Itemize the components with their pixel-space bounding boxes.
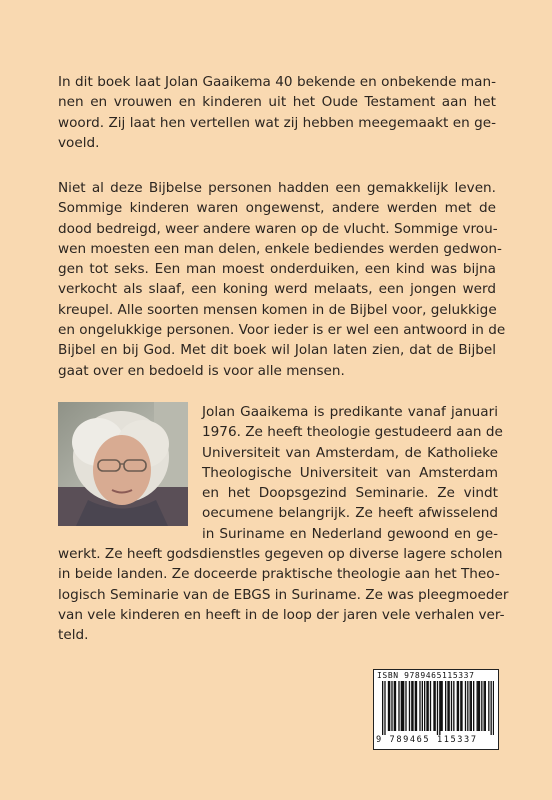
barcode-bar <box>426 681 427 731</box>
barcode-bar <box>465 681 466 731</box>
text-line: Jolan Gaaikema is predikante vanaf januari <box>202 404 498 420</box>
barcode-bar <box>394 681 395 731</box>
text-line: Sommige kinderen waren ongewenst, andere werden met de <box>58 200 496 217</box>
barcode-bar <box>433 681 434 731</box>
barcode-bar <box>449 681 450 731</box>
text-line: teld. <box>58 627 89 644</box>
text-line: wen moesten een man delen, enkele bediendes werden gedwon- <box>58 240 502 257</box>
barcode-bar <box>384 681 385 735</box>
text-line: van vele kinderen en heeft in de loop der jaren vele verhalen ver- <box>58 606 505 623</box>
text-line: Niet al deze Bijbelse personen hadden een gemakkelijk leven. <box>58 180 496 196</box>
intro-paragraph <box>58 72 496 153</box>
barcode-bar <box>491 681 492 735</box>
text-line: en ongelukkige personen. Voor ieder is er wel een antwoord in de <box>58 322 506 339</box>
barcode-bar <box>403 681 404 731</box>
barcode-bar <box>388 681 389 731</box>
barcode-bar <box>458 681 459 731</box>
barcode-bar <box>479 681 480 731</box>
text-line: kreupel. Alle soorten mensen komen in de Bijbel voor, gelukkige <box>58 301 497 318</box>
barcode-bar <box>493 681 494 735</box>
barcode-bar <box>453 681 454 731</box>
barcode-bar <box>439 681 440 735</box>
barcode-bar <box>419 681 420 731</box>
barcode-bar <box>460 681 461 731</box>
barcode-bar <box>428 681 429 731</box>
barcode-bar <box>435 681 436 731</box>
barcode-bar <box>422 681 423 731</box>
barcode-bar <box>485 681 486 731</box>
barcode-bar <box>447 681 448 731</box>
text-line: Universiteit van Amsterdam, de Katholieke <box>202 444 498 461</box>
text-line: verkocht als slaaf, een koning werd melaats, een jongen werd <box>58 281 496 298</box>
barcode-bar <box>389 681 390 731</box>
text-line: logisch Seminarie van de EBGS in Suriname. Ze was pleegmoeder <box>58 586 509 603</box>
text-line: Theologische Universiteit van Amsterdam <box>202 464 498 481</box>
barcode-bar <box>461 681 462 731</box>
text-line: dood bedreigd, weer andere waren op de vlucht. Sommige vrou- <box>58 220 498 237</box>
barcode-bar <box>391 681 392 731</box>
text-line: Bijbel en bij God. Met dit boek wil Jolan laten zien, dat de Bijbel <box>58 342 496 359</box>
text-line: woord. Zij laat hen vertellen wat zij hebben meegemaakt en ge- <box>58 114 496 131</box>
barcode-bar <box>477 681 478 731</box>
barcode-bar <box>405 681 406 731</box>
text-line: in Suriname en Nederland gewoond en ge- <box>202 525 498 542</box>
barcode-bar <box>478 681 479 731</box>
isbn-label: ISBN 9789465115337 <box>377 671 475 680</box>
barcode-bar <box>415 681 416 731</box>
barcode-digits: 9 789465 115337 <box>376 735 478 745</box>
barcode-bar <box>467 681 468 731</box>
barcode-bar <box>398 681 399 731</box>
barcode-bar <box>440 681 441 731</box>
text-line: nen en vrouwen en kinderen uit het Oude Testament aan het <box>58 94 496 111</box>
barcode-bar <box>470 681 471 731</box>
barcode-bar <box>442 681 443 731</box>
barcode-bar <box>481 681 482 731</box>
barcode-bar <box>430 681 431 731</box>
barcode-bars <box>382 681 494 735</box>
barcode-bar <box>411 681 412 731</box>
barcode-bar <box>488 681 489 731</box>
barcode-bar <box>484 681 485 731</box>
barcode-bar <box>437 681 438 735</box>
barcode-bar <box>382 681 383 735</box>
barcode-bar <box>412 681 413 731</box>
isbn-barcode <box>373 669 499 750</box>
barcode-bar <box>395 681 396 731</box>
text-line: en het Doopsgezind Seminarie. Ze vindt <box>202 485 498 502</box>
barcode-bar <box>409 681 410 731</box>
barcode-bar <box>424 681 425 731</box>
barcode-bar <box>457 681 458 731</box>
text-line: oecumene belangrijk. Ze heeft afwisselend <box>202 505 498 522</box>
barcode-bar <box>416 681 417 731</box>
text-line: werkt. Ze heeft godsdienstles gegeven op diverse lagere scholen <box>58 546 503 563</box>
text-line: In dit boek laat Jolan Gaaikema 40 bekende en onbekende man- <box>58 74 496 90</box>
barcode-bar <box>445 681 446 731</box>
text-line: gen tot seks. Een man moest onderduiken, een kind was bijna <box>58 261 496 278</box>
barcode-bar <box>402 681 403 731</box>
text-line: voeld. <box>58 134 100 151</box>
barcode-bar <box>401 681 402 731</box>
text-line: 1976. Ze heeft theologie gestudeerd aan de <box>202 424 503 441</box>
author-bio-paragraph <box>58 402 509 646</box>
barcode-bar <box>473 681 474 731</box>
description-paragraph <box>58 178 506 381</box>
barcode-bar <box>471 681 472 731</box>
barcode-bar <box>451 681 452 731</box>
text-line: in beide landen. Ze doceerde praktische theologie aan het Theo- <box>58 566 500 583</box>
text-line: gaat over en bedoeld is voor alle mensen. <box>58 362 345 379</box>
